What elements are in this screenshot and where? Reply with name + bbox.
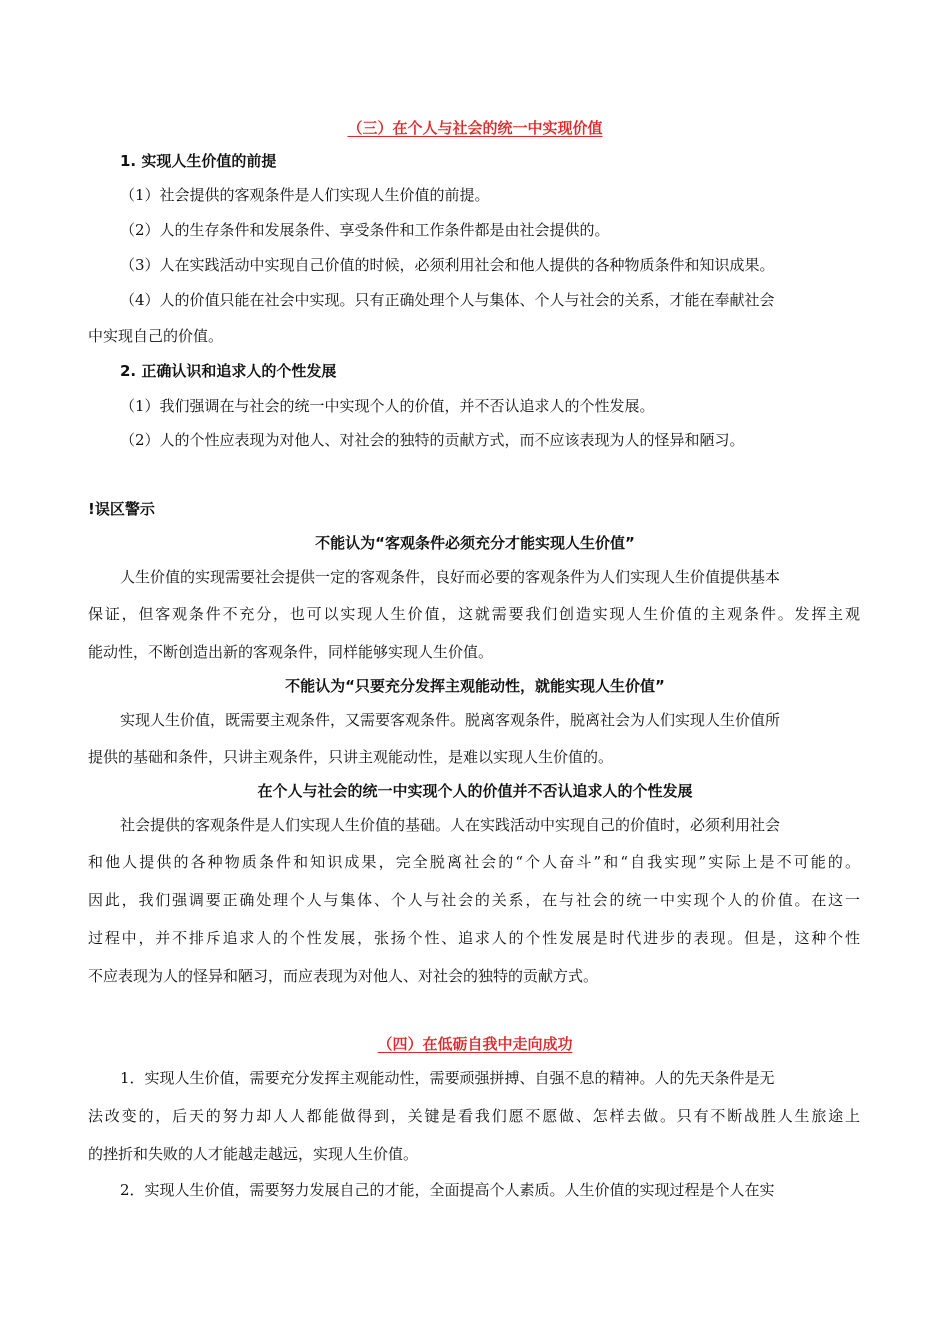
paragraph: 的挫折和失败的人才能越走越远，实现人生价值。	[88, 1145, 419, 1163]
paragraph: 和他人提供的各种物质条件和知识成果，完全脱离社会的“个人奋斗”和“自我实现”实际上是不可能的。	[88, 853, 860, 871]
paragraph: 2．实现人生价值，需要努力发展自己的才能，全面提高个人素质。人生价值的实现过程是个人在实	[120, 1181, 775, 1199]
heading-2: 2. 正确认识和追求人的个性发展	[120, 362, 337, 380]
paragraph: 社会提供的客观条件是人们实现人生价值的基础。人在实践活动中实现自己的价值时，必须利用社会	[120, 816, 781, 834]
paragraph: 因此，我们强调要正确处理个人与集体、个人与社会的关系，在与社会的统一中实现个人的价值。在这一	[88, 891, 860, 909]
paragraph: 能动性，不断创造出新的客观条件，同样能够实现人生价值。	[88, 643, 494, 661]
paragraph: 法改变的，后天的努力却人人都能做得到，关键是看我们愿不愿做、怎样去做。只有不断战胜人生旅途上	[88, 1107, 860, 1125]
paragraph: 实现人生价值，既需要主观条件，又需要客观条件。脱离客观条件，脱离社会为人们实现人生价值所	[120, 711, 781, 729]
paragraph: 保证，但客观条件不充分，也可以实现人生价值，这就需要我们创造实现人生价值的主观条件。发挥主观	[88, 605, 860, 623]
paragraph: 不应表现为人的怪异和陋习，而应表现为对他人、对社会的独特的贡献方式。	[88, 967, 599, 985]
heading-1: 1. 实现人生价值的前提	[120, 152, 277, 170]
paragraph: （2）人的个性应表现为对他人、对社会的独特的贡献方式，而不应该表现为人的怪异和陋习。	[120, 431, 745, 449]
paragraph: 人生价值的实现需要社会提供一定的客观条件，良好而必要的客观条件为人们实现人生价值提供基本	[120, 568, 781, 586]
paragraph: 提供的基础和条件，只讲主观条件，只讲主观能动性，是难以实现人生价值的。	[88, 748, 614, 766]
paragraph: （4）人的价值只能在社会中实现。只有正确处理个人与集体、个人与社会的关系，才能在奉献社会	[120, 291, 775, 309]
section-4-title: （四）在低砺自我中走向成功	[377, 1035, 573, 1053]
paragraph: （1）社会提供的客观条件是人们实现人生价值的前提。	[120, 186, 490, 204]
paragraph: 1．实现人生价值，需要充分发挥主观能动性，需要顽强拼搏、自强不息的精神。人的先天条件是无	[120, 1069, 775, 1087]
paragraph: （2）人的生存条件和发展条件、享受条件和工作条件都是由社会提供的。	[120, 221, 610, 239]
warning-label: !误区警示	[88, 500, 155, 518]
warning-title-2: 不能认为“只要充分发挥主观能动性，就能实现人生价值”	[285, 677, 665, 695]
warning-title-3: 在个人与社会的统一中实现个人的价值并不否认追求人的个性发展	[257, 782, 693, 800]
paragraph: 中实现自己的价值。	[88, 327, 224, 345]
warning-title-1: 不能认为“客观条件必须充分才能实现人生价值”	[315, 534, 635, 552]
paragraph: （3）人在实践活动中实现自己价值的时候，必须利用社会和他人提供的各种物质条件和知识成果。	[120, 256, 775, 274]
section-3-title: （三）在个人与社会的统一中实现价值	[347, 119, 603, 137]
paragraph: 过程中，并不排斥追求人的个性发展，张扬个性、追求人的个性发展是时代进步的表现。但是，这种个性	[88, 929, 860, 947]
paragraph: （1）我们强调在与社会的统一中实现个人的价值，并不否认追求人的个性发展。	[120, 397, 655, 415]
